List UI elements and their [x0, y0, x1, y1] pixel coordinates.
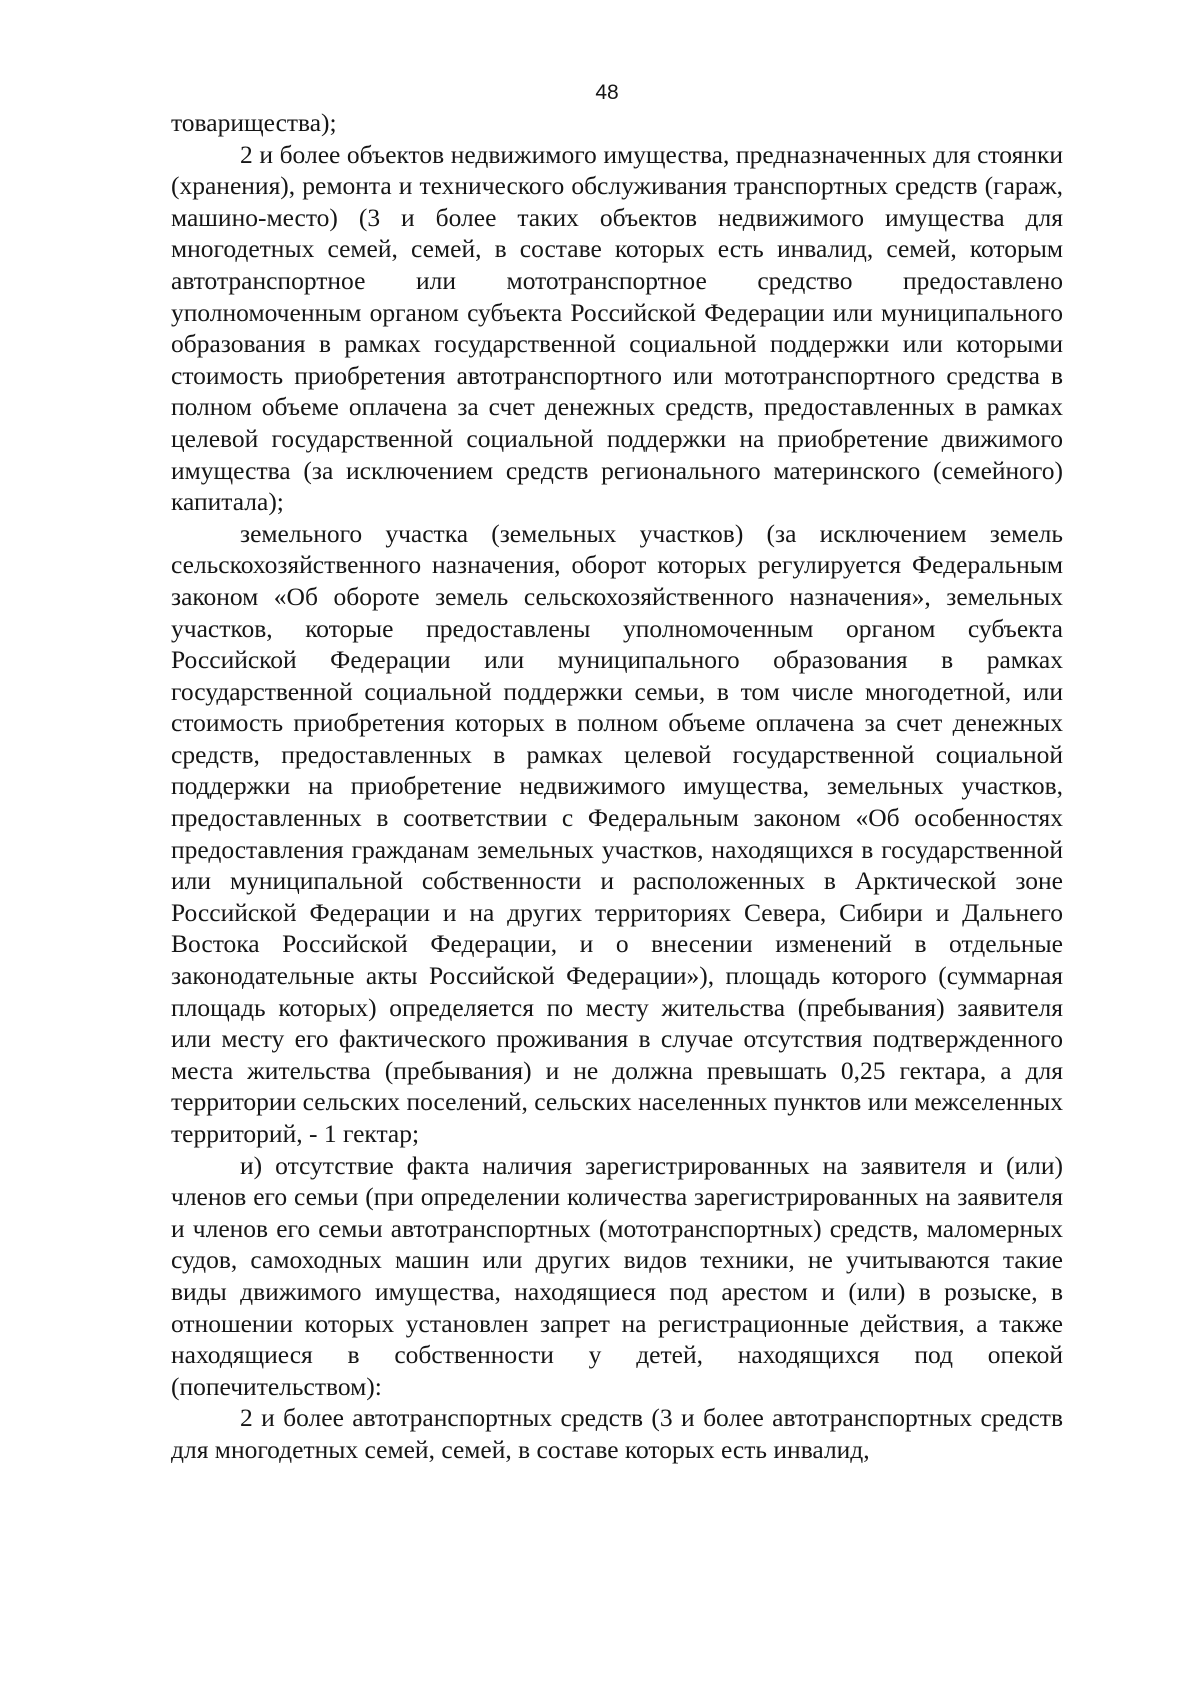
- page-number: 48: [595, 81, 619, 104]
- paragraph-5: 2 и более автотранспортных средств (3 и более автотранспортных средств для многодетных семей, семей, в составе которых есть инвалид,: [171, 1403, 1063, 1464]
- paragraph-3: земельного участка (земельных участков) (за исключением земель сельскохозяйственного назначения, оборот которых регулируется Федеральным законом «Об обороте земель сельскохозяйственного назначения», земельных участков, которые предоставлены уполномоченным органом субъекта Российской Федерации или муниципального образования в рамках государственной социальной поддержки семьи, в том числе многодетной, или стоимость приобретения которых в полном объеме оплачена за счет денежных средств, предоставленных в рамках целевой государственной социальной поддержки на приобретение недвижимого имущества, земельных участков, предоставленных в соответствии с Федеральным законом «Об особенностях предоставления гражданам земельных участков, находящихся в государственной или муниципальной собственности и расположенных в Арктической зоне Российской Федерации и на других территориях Севера, Сибири и Дальнего Востока Российской Федерации, и о внесении изменений в отдельные законодательные акты Российской Федерации»), площадь которого (суммарная площадь которых) определяется по месту жительства (пребывания) заявителя или месту его фактического проживания в случае отсутствия подтвержденного места жительства (пребывания) и не должна превышать 0,25 гектара, а для территории сельских поселений, сельских населенных пунктов или межселенных территорий, - 1 гектар;: [171, 518, 1063, 1148]
- paragraph-4: и) отсутствие факта наличия зарегистрированных на заявителя и (или) членов его семьи (при определении количества зарегистрированных на заявителя и членов его семьи автотранспортных (мототранспортных) средств, маломерных судов, самоходных машин или других видов техники, не учитываются такие виды движимого имущества, находящиеся под арестом и (или) в розыске, в отношении которых установлен запрет на регистрационные действия, а также находящиеся в собственности у детей, находящихся под опекой (попечительством):: [171, 1150, 1063, 1401]
- document-body: [171, 107, 1063, 1466]
- paragraph-1: товарищества);: [171, 108, 337, 137]
- paragraph-2: 2 и более объектов недвижимого имущества, предназначенных для стоянки (хранения), ремонта и технического обслуживания транспортных средств (гараж, машино-место) (3 и более таких объектов недвижимого имущества для многодетных семей, семей, в составе которых есть инвалид, семей, которым автотранспортное или мототранспортное средство предоставлено уполномоченным органом субъекта Российской Федерации или муниципального образования в рамках государственной социальной поддержки или которыми стоимость приобретения автотранспортного или мототранспортного средства в полном объеме оплачена за счет денежных средств, предоставленных в рамках целевой государственной социальной поддержки на приобретение движимого имущества (за исключением средств регионального материнского (семейного) капитала);: [171, 139, 1063, 517]
